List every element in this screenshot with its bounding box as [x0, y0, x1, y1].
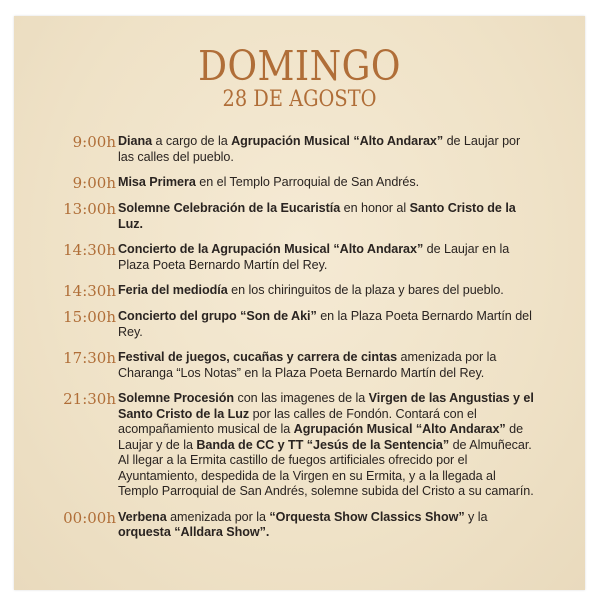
event-highlight: orquesta “Alldara Show”. — [118, 525, 270, 539]
event-text: a cargo de la — [152, 134, 232, 148]
event-text: por las calles de Fondón. Contará con el acompañamiento musical de la — [118, 406, 477, 436]
event-highlight: Virgen de las Angustias y el Santo Cristo de la Luz — [118, 391, 534, 421]
event-text: de Laujar en la Plaza Poeta Bernardo Martín del Rey. — [118, 242, 510, 272]
event-text: en honor al — [340, 201, 410, 215]
event-highlight: Agrupación Musical “Alto Andarax” — [293, 422, 506, 436]
event-item — [14, 134, 585, 165]
event-item — [14, 510, 585, 541]
event-description — [118, 350, 536, 381]
event-item — [14, 201, 585, 232]
event-text: amenizada por la Charanga “Los Notas” en la Plaza Poeta Bernardo Martín del Rey. — [118, 350, 497, 380]
day-title: DOMINGO — [198, 42, 401, 90]
event-item — [14, 242, 585, 273]
event-highlight: Diana — [118, 134, 153, 148]
event-time: 17:30h — [63, 349, 116, 367]
event-description — [118, 283, 536, 299]
event-item — [14, 283, 585, 299]
event-highlight: Solemne Celebración de la Eucaristía — [118, 201, 341, 215]
event-description — [118, 510, 536, 541]
program-poster — [14, 16, 585, 590]
event-item — [14, 391, 585, 500]
event-description — [118, 309, 536, 340]
event-highlight: Concierto del grupo “Son de Aki” — [118, 309, 317, 323]
event-item — [14, 309, 585, 340]
event-text: amenizada por la — [166, 509, 270, 524]
event-time: 13:00h — [63, 200, 116, 218]
event-text: de Almuñecar. Al llegar a la Ermita castillo de fuegos artificiales ofrecido por el Ayuntamiento, despedida de la Virgen en su Ermita, y a la llegada al Templo Parroquial de San Andrés, solemne subida del Cristo a su camarín. — [118, 437, 534, 498]
event-text: en los chiringuitos de la plaza y bares del pueblo. — [227, 283, 504, 297]
event-highlight: Misa Primera — [118, 175, 196, 189]
event-highlight: “Orquesta Show Classics Show” — [269, 509, 465, 524]
event-highlight: Feria del mediodía — [118, 283, 228, 297]
event-description — [118, 391, 536, 500]
date-subtitle: 28 DE AGOSTO — [222, 87, 377, 112]
event-highlight: Banda de CC y TT “Jesús de la Sentencia” — [196, 437, 450, 452]
event-description — [118, 175, 536, 191]
event-time: 21:30h — [63, 390, 116, 408]
event-text: de Laujar y de la — [118, 422, 524, 452]
event-time: 9:00h — [72, 133, 116, 151]
event-time: 00:00h — [63, 508, 116, 527]
event-list — [14, 134, 585, 551]
event-highlight: Agrupación Musical “Alto Andarax” — [231, 134, 444, 148]
event-highlight: Concierto de la Agrupación Musical “Alto Andarax” — [118, 242, 424, 256]
event-description — [118, 134, 536, 165]
event-text: de Laujar por las calles del pueblo. — [118, 134, 521, 164]
event-highlight: Solemne Procesión — [118, 391, 235, 405]
event-highlight: Festival de juegos, cucañas y carrera de cintas — [118, 350, 398, 364]
event-highlight: Santo Cristo de la Luz. — [118, 201, 516, 231]
event-item — [14, 175, 585, 191]
event-item — [14, 350, 585, 381]
event-text: con las imagenes de la — [234, 391, 369, 405]
event-description — [118, 201, 536, 232]
event-text: y la — [464, 509, 488, 524]
event-description — [118, 242, 536, 273]
event-time: 15:00h — [63, 308, 116, 326]
event-text: en la Plaza Poeta Bernardo Martín del Rey. — [118, 309, 532, 339]
event-highlight: Verbena — [118, 509, 167, 524]
event-text: en el Templo Parroquial de San Andrés. — [195, 175, 420, 189]
event-time: 9:00h — [72, 174, 116, 192]
event-time: 14:30h — [63, 241, 116, 259]
event-time: 14:30h — [63, 282, 116, 300]
